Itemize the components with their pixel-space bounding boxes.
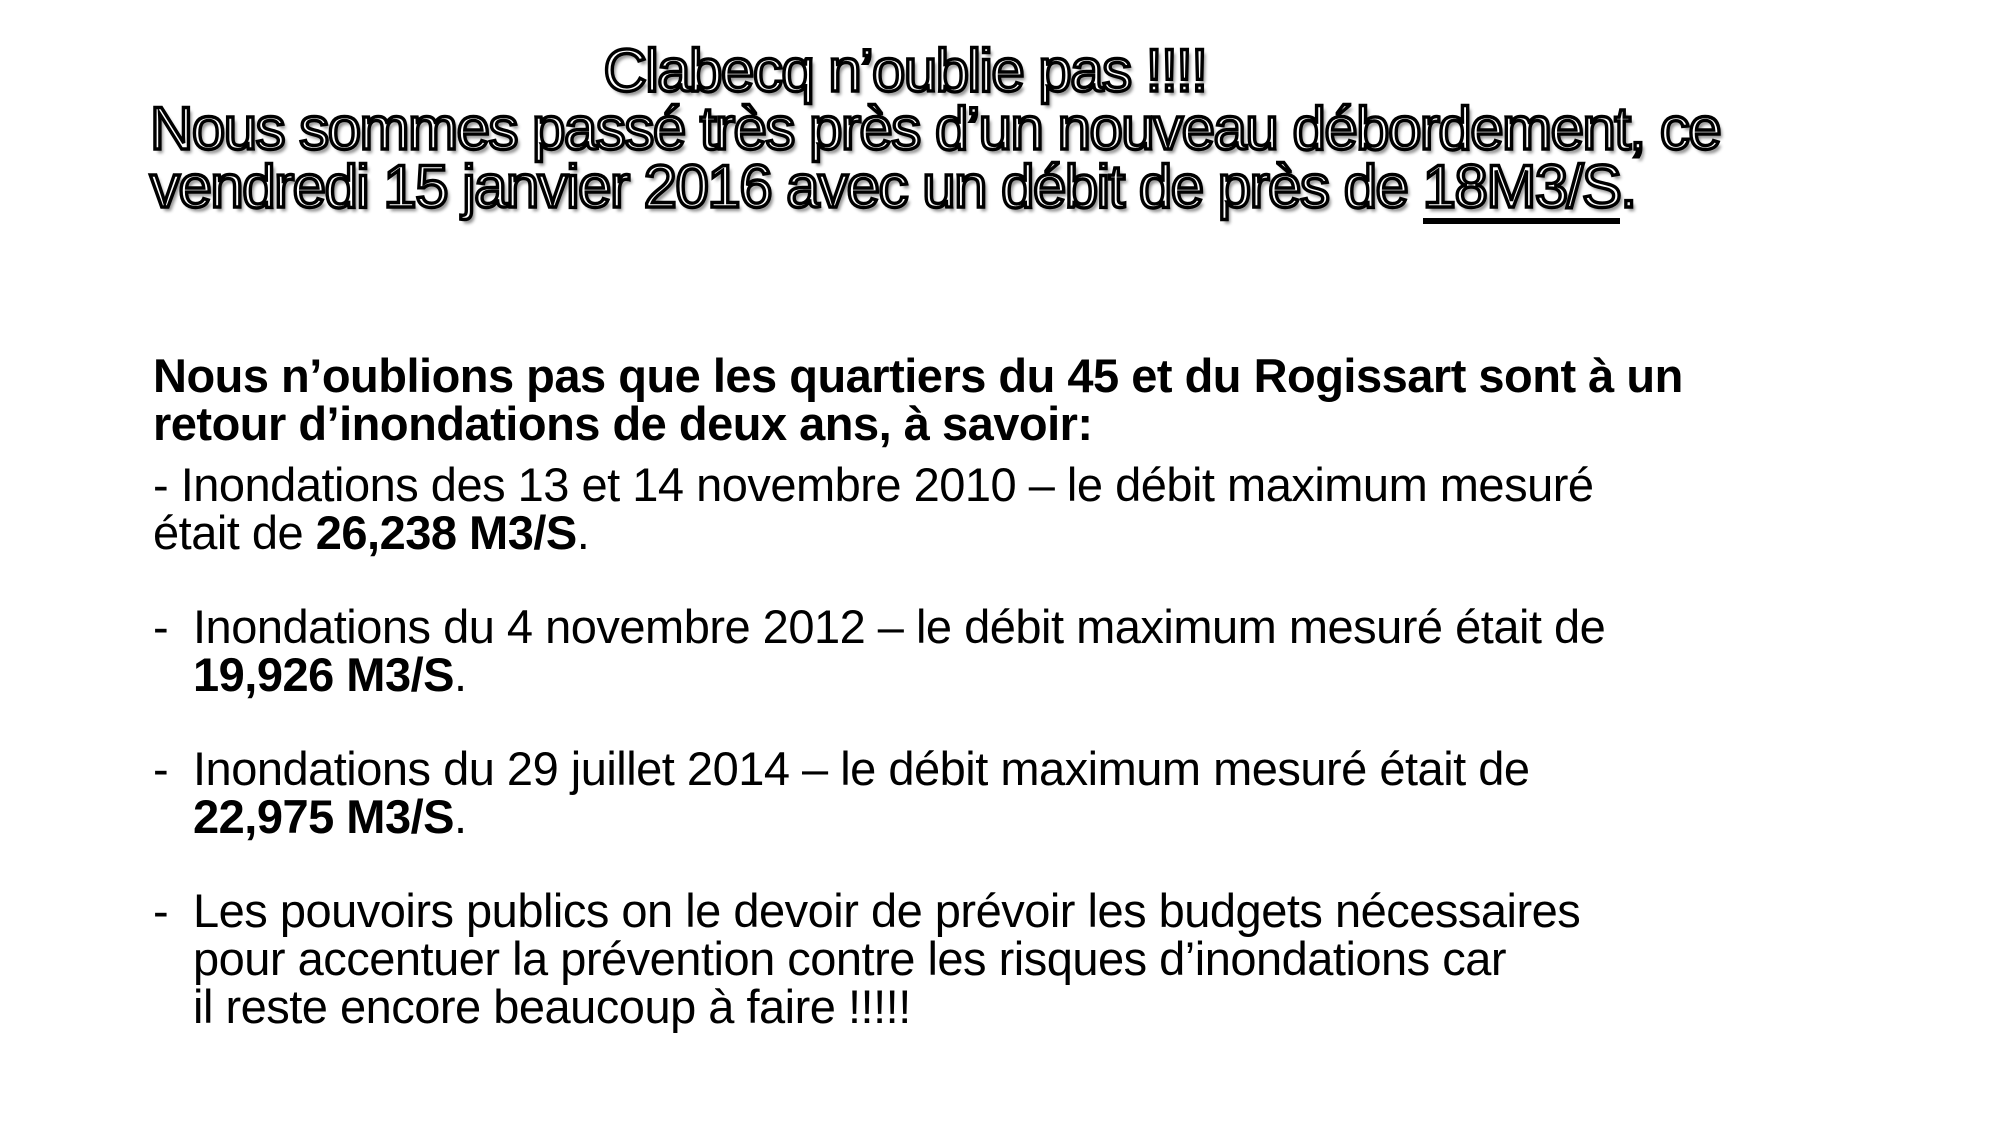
flood-2014-line-2 (193, 790, 1873, 843)
bullet-flood-2014 (153, 742, 1873, 843)
flood-2014-line-1: Inondations du 29 juillet 2014 – le débit maximum mesuré était de (193, 742, 1530, 795)
heading-line-3-period: . (1620, 153, 1636, 220)
bullet-dash: - (153, 742, 169, 795)
intro-line-2: retour d’inondations de deux ans, à savoir: (153, 397, 1093, 450)
flood-2010-line-1: - Inondations des 13 et 14 novembre 2010 – le débit maximum mesuré (153, 458, 1594, 511)
intro-paragraph (153, 349, 1873, 450)
flood-2014-line-2-period: . (454, 790, 467, 843)
flood-2012-line-2 (193, 648, 1873, 701)
heading-line-3-text: vendredi 15 janvier 2016 avec un débit de près de (150, 153, 1423, 220)
intro-line-1: Nous n’oublions pas que les quartiers du 45 et du Rogissart sont à un (153, 349, 1683, 402)
budget-content (193, 884, 1873, 1033)
budget-line-3: il reste encore beaucoup à faire !!!!! (193, 980, 911, 1033)
flood-2012-line-2-period: . (454, 648, 467, 701)
body-block (153, 349, 1873, 1033)
heading-line-3 (150, 153, 2000, 224)
flood-2010-line-2 (153, 506, 1873, 559)
flood-2012-max-debit: 19,926 M3/S (193, 648, 455, 701)
flood-2014-content (193, 742, 1873, 843)
flood-2010-line-2-prefix: était de (153, 506, 316, 559)
flood-2012-content (193, 600, 1873, 701)
budget-line-2: pour accentuer la prévention contre les risques d’inondations car (193, 932, 1507, 985)
flood-2010-max-debit: 26,238 M3/S (315, 506, 577, 559)
flood-2010-line-2-period: . (576, 506, 590, 559)
debit-value-18m3s: 18M3/S (1423, 158, 1621, 224)
heading-line-2: Nous sommes passé très près d’un nouveau débordement, ce (150, 95, 1721, 162)
flood-2014-max-debit: 22,975 M3/S (193, 790, 455, 843)
bullet-budget (153, 884, 1873, 1033)
heading-block (0, 37, 2000, 224)
bullet-dash: - (153, 884, 169, 937)
flood-2012-line-1: Inondations du 4 novembre 2012 – le débit maximum mesuré était de (193, 600, 1606, 653)
bullet-flood-2012 (153, 600, 1873, 701)
budget-line-1: Les pouvoirs publics on le devoir de prévoir les budgets nécessaires (193, 884, 1581, 937)
bullet-dash: - (153, 600, 169, 653)
bullet-flood-2010 (153, 458, 1873, 559)
slide-title: Clabecq n’oublie pas !!!! (603, 37, 1207, 104)
